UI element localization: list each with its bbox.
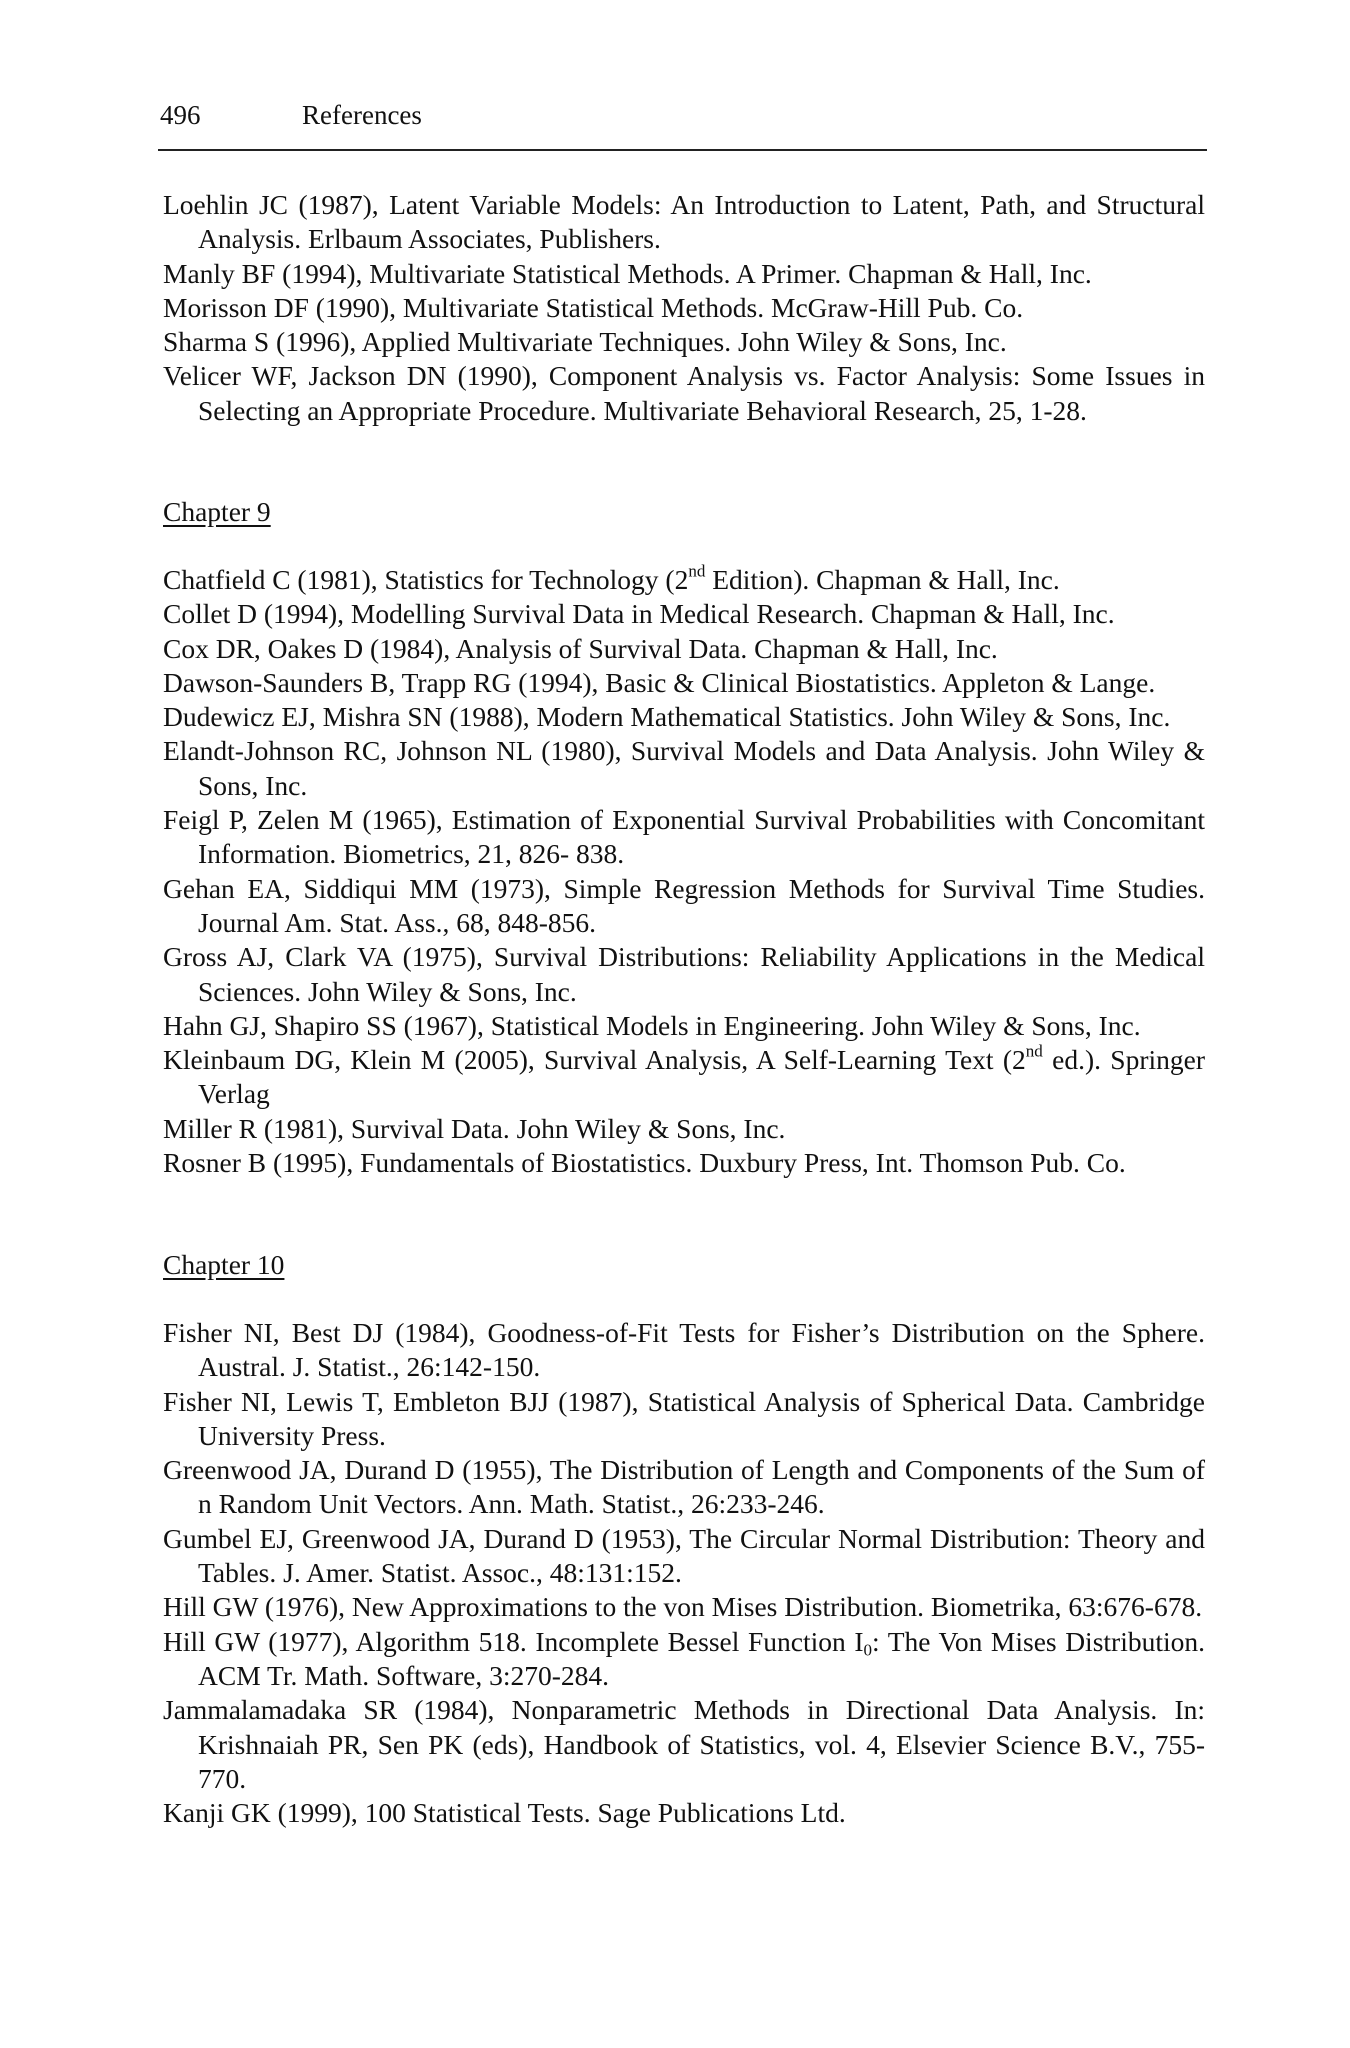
reference-entry: Gehan EA, Siddiqui MM (1973), Simple Regression Methods for Survival Time Studies. Journal Am. Stat. Ass., 68, 848-856.	[163, 872, 1205, 938]
reference-entry: Jammalamadaka SR (1984), Nonparametric Methods in Directional Data Analysis. In: Krishnaiah PR, Sen PK (eds), Handbook of Statistics, vol. 4, Elsevier Science B.V., 755-770.	[163, 1694, 1205, 1794]
reference-entry: Hill GW (1976), New Approximations to the von Mises Distribution. Biometrika, 63:676-678.	[163, 1591, 1203, 1623]
reference-entry: Dudewicz EJ, Mishra SN (1988), Modern Mathematical Statistics. John Wiley & Sons, Inc.	[163, 701, 1171, 733]
reference-entry: Hahn GJ, Shapiro SS (1967), Statistical Models in Engineering. John Wiley & Sons, Inc.	[163, 1009, 1141, 1041]
reference-entry: Greenwood JA, Durand D (1955), The Distribution of Length and Components of the Sum of n Random Unit Vectors. Ann. Math. Statist., 26:233-246.	[163, 1454, 1205, 1520]
reference-entry: Miller R (1981), Survival Data. John Wiley & Sons, Inc.	[163, 1112, 786, 1144]
reference-entry: Kleinbaum DG, Klein M (2005), Survival Analysis, A Self-Learning Text (2nd ed.). Springer Verlag	[163, 1041, 1205, 1110]
running-title: References	[302, 100, 422, 130]
reference-entry: Loehlin JC (1987), Latent Variable Models: An Introduction to Latent, Path, and Structural Analysis. Erlbaum Associates, Publishers.	[163, 189, 1205, 255]
reference-entry: Cox DR, Oakes D (1984), Analysis of Survival Data. Chapman & Hall, Inc.	[163, 632, 998, 664]
reference-entry: Sharma S (1996), Applied Multivariate Techniques. John Wiley & Sons, Inc.	[163, 326, 1007, 358]
running-head	[160, 98, 1205, 132]
reference-entry: Elandt-Johnson RC, Johnson NL (1980), Survival Models and Data Analysis. John Wiley & Sons, Inc.	[163, 735, 1205, 801]
reference-entry: Morisson DF (1990), Multivariate Statistical Methods. McGraw-Hill Pub. Co.	[163, 291, 1024, 323]
reference-entry: Collet D (1994), Modelling Survival Data in Medical Research. Chapman & Hall, Inc.	[163, 598, 1115, 630]
reference-entry: Manly BF (1994), Multivariate Statistical Methods. A Primer. Chapman & Hall, Inc.	[163, 257, 1092, 289]
chapter-9-heading: Chapter 9	[163, 496, 271, 527]
reference-entry: Chatfield C (1981), Statistics for Technology (2nd Edition). Chapman & Hall, Inc.	[163, 561, 1060, 595]
reference-entry: Feigl P, Zelen M (1965), Estimation of Exponential Survival Probabilities with Concomitant Information. Biometrics, 21, 826- 838.	[163, 804, 1205, 870]
reference-entry: Gumbel EJ, Greenwood JA, Durand D (1953), The Circular Normal Distribution: Theory and Tables. J. Amer. Statist. Assoc., 48:131:152.	[163, 1522, 1205, 1589]
chapter-10-heading: Chapter 10	[163, 1249, 285, 1280]
chapter-8-reference-list	[163, 188, 1205, 428]
header-rule	[158, 149, 1207, 151]
chapter-10-reference-list	[163, 1316, 1205, 1830]
reference-entry: Velicer WF, Jackson DN (1990), Component Analysis vs. Factor Analysis: Some Issues in Selecting an Appropriate Procedure. Multivariate Behavioral Research, 25, 1-28.	[163, 360, 1205, 426]
page-number: 496	[160, 100, 201, 130]
reference-entry: Hill GW (1977), Algorithm 518. Incomplete Bessel Function $I_0$: The Von Mises Distribution. ACM Tr. Math. Software, 3:270-284.	[163, 1625, 1205, 1691]
reference-entry: Rosner B (1995), Fundamentals of Biostatistics. Duxbury Press, Int. Thomson Pub. Co.	[163, 1147, 1126, 1179]
chapter-9-reference-list	[163, 563, 1205, 1180]
reference-entry: Fisher NI, Best DJ (1984), Goodness-of-Fit Tests for Fisher’s Distribution on the Sphere. Austral. J. Statist., 26:142-150.	[163, 1317, 1205, 1383]
reference-entry: Dawson-Saunders B, Trapp RG (1994), Basic & Clinical Biostatistics. Appleton & Lange.	[163, 666, 1156, 698]
reference-entry: Fisher NI, Lewis T, Embleton BJJ (1987), Statistical Analysis of Spherical Data. Cambridge University Press.	[163, 1385, 1205, 1451]
reference-entry: Kanji GK (1999), 100 Statistical Tests. Sage Publications Ltd.	[163, 1797, 846, 1829]
reference-entry: Gross AJ, Clark VA (1975), Survival Distributions: Reliability Applications in the Medical Sciences. John Wiley & Sons, Inc.	[163, 941, 1205, 1007]
